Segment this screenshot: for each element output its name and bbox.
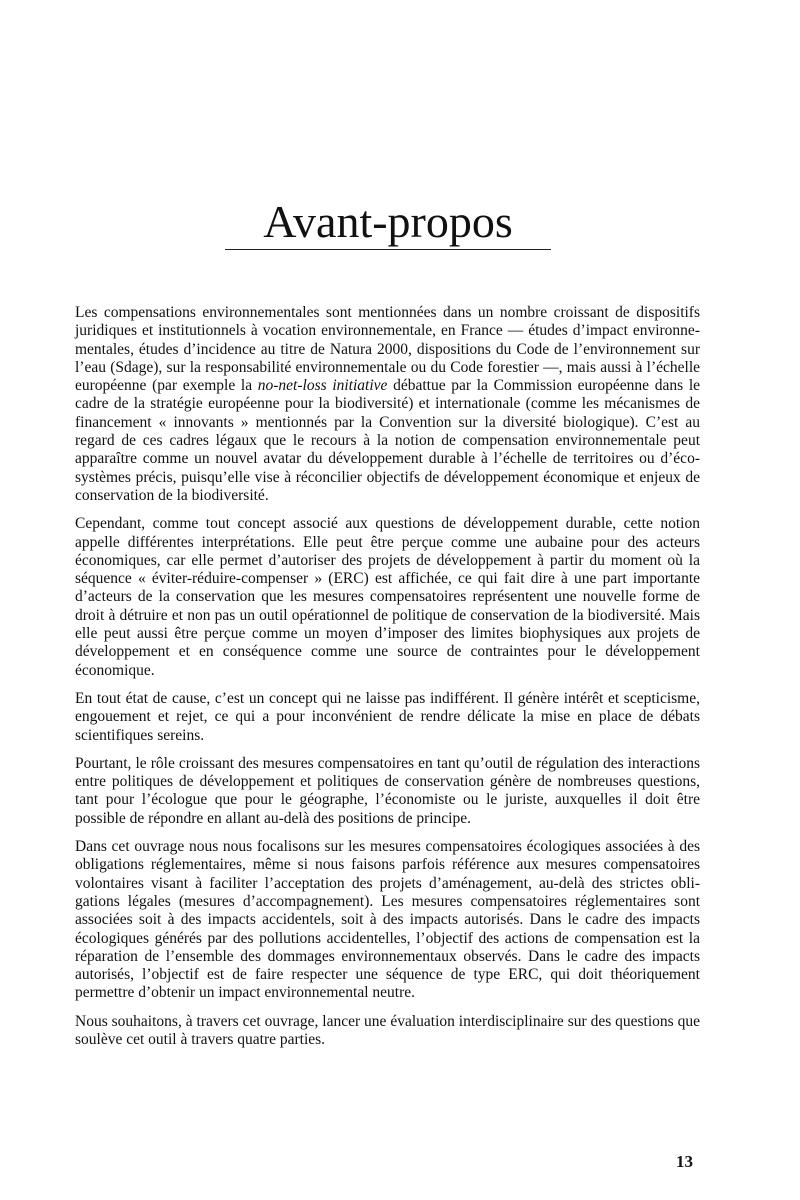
- paragraph-3: En tout état de cause, c’est un concept qui ne laisse pas indifférent. Il génère intérêt et scepticisme, engouement et rejet, ce qui a pour inconvénient de rendre délicate la mise en place de débats scientifiques sereins.: [75, 689, 700, 744]
- paragraph-1-part-1: Les compensations environnementales sont mentionnées dans un nombre croissant de dispositifs juridiques et institutionnels à vocation environnementale, en France — études d’impact environnementales, études d’incidence au titre de Natura 2000, dispositions du Code de l’environnement sur l’eau (Sdage), sur la responsabilité environnementale ou du Code forestier —, mais aussi à l’échelle européenne (par exemple la: [75, 304, 700, 395]
- paragraph-4: Pourtant, le rôle croissant des mesures compensatoires en tant qu’outil de régulation des interactions entre politiques de développement et politiques de conservation génère de nombreuses questions, tant pour l’écologue que pour le géographe, l’économiste ou le juriste, auxquelles il doit être possible de répondre en allant au-delà des positions de principe.: [75, 754, 700, 827]
- title-underline: [225, 249, 551, 250]
- page-number: 13: [676, 1152, 693, 1171]
- italic-term: no-net-loss initiative: [257, 377, 388, 395]
- paragraph-2: Cependant, comme tout concept associé aux questions de développement durable, cette notion appelle différentes interprétations. Elle peut être perçue comme une aubaine pour des acteurs économiques, car elle permet d’autoriser des projets de développement à partir du moment où la séquence « éviter-réduire-compenser » (ERC) est affichée, ce qui fait dire à une part importante d’acteurs de la conservation que les mesures compensatoires représentent une nouvelle forme de droit à détruire et non pas un outil opérationnel de politique de conservation de la biodiversité. Mais elle peut aussi être perçue comme un moyen d’imposer des limites biophysiques aux projets de développement et en conséquence comme une source de contraintes pour le développement économique.: [75, 515, 700, 679]
- body-text: [75, 304, 700, 1059]
- paragraph-5: Dans cet ouvrage nous nous focalisons sur les mesures compensatoires écologiques associées à des obligations réglementaires, même si nous faisons parfois référence aux mesures compensatoires volontaires visant à faciliter l’acceptation des projets d’aménagement, au-delà des strictes obligations légales (mesures d’accompagnement). Les mesures compensatoires réglementaires sont associées soit à des impacts accidentels, soit à des impacts autorisés. Dans le cadre des impacts écologiques générés par des pollutions accidentelles, l’objectif des actions de compensation est la réparation de l’ensemble des dommages environnementaux observés. Dans le cadre des impacts autorisés, l’objectif est de faire respecter une séquence de type ERC, qui doit théoriquement permettre d’obtenir un impact environnemental neutre.: [75, 838, 700, 1002]
- page-title: Avant-propos: [263, 196, 513, 247]
- paragraph-6: Nous souhaitons, à travers cet ouvrage, lancer une évaluation interdisciplinaire sur des questions que soulève cet outil à travers quatre parties.: [75, 1012, 700, 1048]
- paragraph-1: [75, 304, 700, 505]
- page-title-block: [225, 196, 551, 248]
- paragraph-1-part-2: débattue par la Commission européenne dans le cadre de la stratégie européenne pour la biodiversité) et internationale (comme les mécanismes de financement « innovants » mentionnés par la Convention sur la diversité biologique). C’est au regard de ces cadres légaux que le recours à la notion de compensation environnementale peut apparaître comme un nouvel avatar du développement durable à l’échelle de territoires ou d’écosystèmes précis, puisqu’elle vise à réconcilier objectifs de développement économique et enjeux de conservation de la biodiversité.: [75, 377, 701, 504]
